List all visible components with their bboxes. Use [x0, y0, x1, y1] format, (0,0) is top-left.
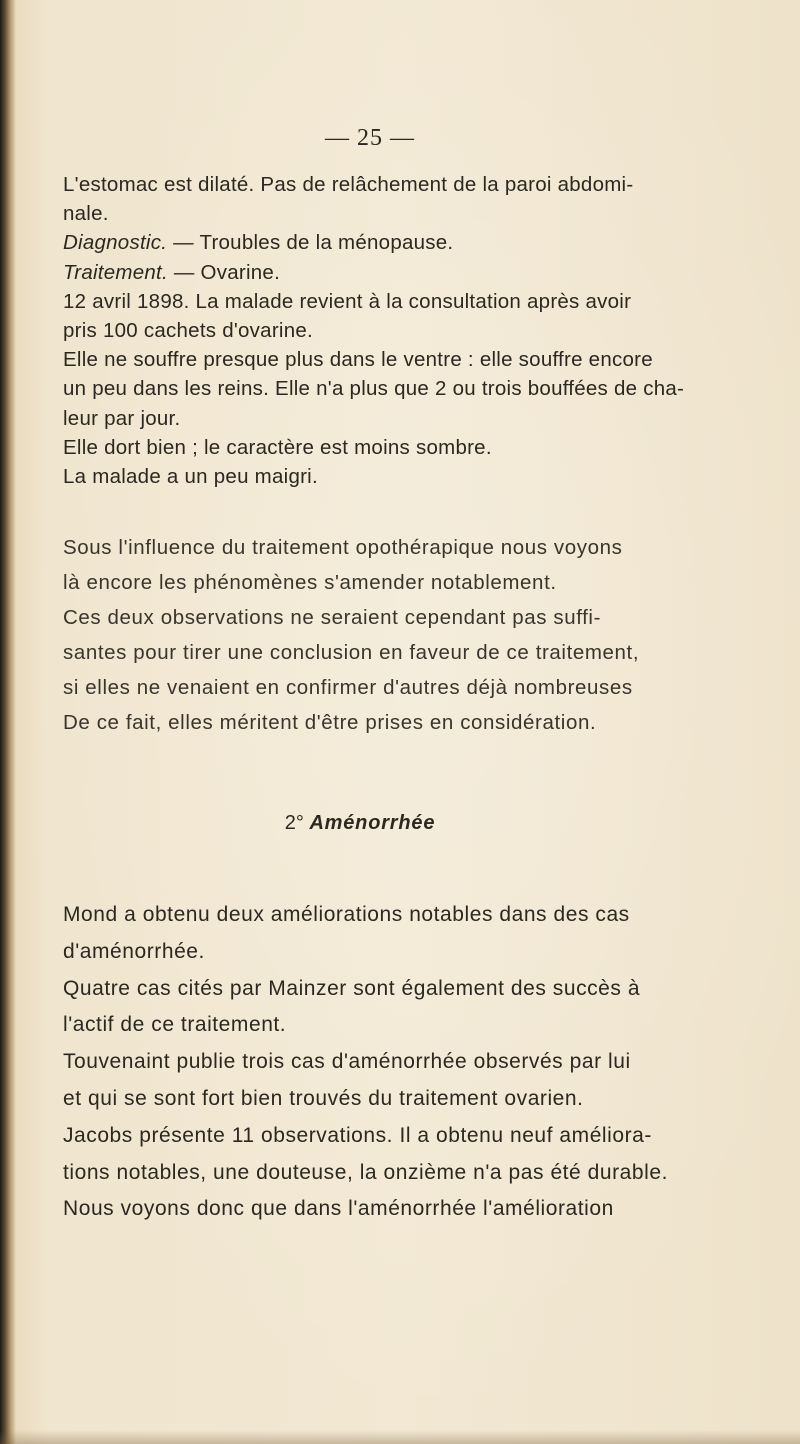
text-line: là encore les phénomènes s'amender notablement.: [63, 571, 557, 594]
text-line: et qui se sont fort bien trouvés du traitement ovarien.: [63, 1086, 584, 1110]
diagnostic-label: Diagnostic.: [63, 231, 168, 255]
text-line: pris 100 cachets d'ovarine.: [63, 319, 313, 343]
text-line: Elle ne souffre presque plus dans le ventre : elle souffre encore: [63, 348, 653, 372]
text-line: Mond a obtenu deux améliorations notables dans des cas: [63, 903, 630, 926]
text-line: Elle dort bien ; le caractère est moins sombre.: [63, 435, 492, 459]
text-line: L'estomac est dilaté. Pas de relâchement de la paroi abdomi-: [63, 173, 634, 196]
text-line: Sous l'influence du traitement opothérapique nous voyons: [63, 536, 623, 559]
section-number: 2°: [284, 812, 304, 834]
diagnostic-text: — Troubles de la ménopause.: [167, 231, 454, 255]
text-line: Quatre cas cités par Mainzer sont également des succès à: [63, 976, 641, 1000]
text-line: santes pour tirer une conclusion en faveur de ce traitement,: [63, 641, 640, 664]
amenorrhea-paragraph: [63, 897, 688, 1228]
text-line: un peu dans les reins. Elle n'a plus que 2 ou trois bouffées de cha-: [63, 377, 685, 401]
section-title: Aménorrhée: [309, 812, 436, 834]
text-line: d'aménorrhée.: [63, 939, 205, 963]
text-line: 12 avril 1898. La malade revient à la consultation après avoir: [63, 289, 632, 313]
text-line: si elles ne venaient en confirmer d'autres déjà nombreuses: [63, 676, 633, 699]
traitement-label: Traitement.: [63, 260, 168, 284]
traitement-line: [63, 258, 688, 287]
text-line: Ces deux observations ne seraient cependant pas suffi-: [63, 606, 602, 629]
observation-paragraph: [63, 170, 688, 491]
text-line: tions notables, une douteuse, la onzième n'a pas été durable.: [63, 1160, 668, 1184]
section-heading: [0, 812, 720, 835]
text-line: De ce fait, elles méritent d'être prises en considération.: [63, 711, 597, 734]
text-line: Nous voyons donc que dans l'aménorrhée l'amélioration: [63, 1197, 614, 1221]
page-binding-edge: [0, 0, 16, 1444]
commentary-paragraph: [63, 530, 688, 740]
text-line: Touvenaint publie trois cas d'aménorrhée observés par lui: [63, 1050, 631, 1074]
traitement-text: — Ovarine.: [167, 260, 281, 284]
page-number: — 25 —: [325, 125, 415, 151]
text-line: Jacobs présente 11 observations. Il a obtenu neuf améliora-: [63, 1123, 652, 1147]
text-line: La malade a un peu maigri.: [63, 465, 318, 489]
page-bottom-shadow: [0, 1430, 800, 1444]
diagnostic-line: [63, 228, 688, 257]
text-line: l'actif de ce traitement.: [63, 1013, 287, 1037]
text-line: nale.: [63, 202, 109, 226]
text-line: leur par jour.: [63, 406, 181, 430]
